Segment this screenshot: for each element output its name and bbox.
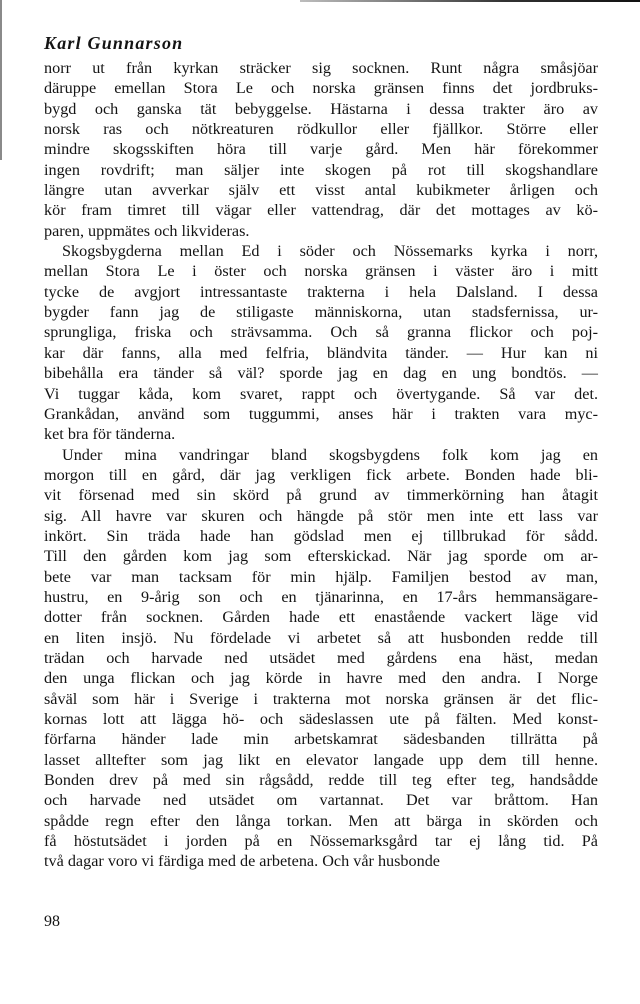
text-line: Skogsbygderna mellan Ed i söder och Nössemarks kyrka i norr, <box>62 242 598 261</box>
text-line: spådde regn efter den långa torkan. Men att bärga in skörden och <box>44 811 598 830</box>
text-line: ket bra för tänderna. <box>44 425 176 444</box>
text-line: Bonden drev på med sin rågsådd, redde till teg efter teg, handsådde <box>44 771 598 790</box>
text-line: kornas lott att lägga hö- och sädeslassen ute på fälten. Med konst- <box>44 710 598 728</box>
text-line: mindre skogsskiften höra till varje gård. Men här förekommer <box>44 140 598 159</box>
text-line: däruppe emellan Stora Le och norska gränsen finns det jordbruks- <box>44 79 598 98</box>
text-line: sig. All havre var skuren och hängde på stör men inte ett lass var <box>44 506 598 525</box>
text-line: Grankådan, använd som tuggummi, anses här i trakten vara myc- <box>44 404 598 423</box>
text-line: och harvade ned utsädet om vartannat. Det var bråttom. Han <box>44 791 598 810</box>
book-page <box>44 30 598 872</box>
text-line: bete var man tacksam för min hjälp. Familjen bestod av man, <box>44 567 598 586</box>
text-line: norsk ras och nötkreaturen rödkullor eller fjällkor. Större eller <box>44 120 598 139</box>
running-head: Karl Gunnarson <box>44 33 184 53</box>
page-number: 98 <box>44 913 60 930</box>
text-line: den unga flickan och jag körde in havre med den andra. I Norge <box>44 669 598 688</box>
text-line: Till den gården kom jag som efterskickad. När jag sporde om ar- <box>44 547 598 566</box>
text-line: norr ut från kyrkan sträcker sig socknen. Runt några småsjöar <box>44 59 598 77</box>
paragraph <box>44 445 598 872</box>
text-line: vit försenad med sin skörd på grund av timmerkörning han åtagit <box>44 486 598 505</box>
text-line: sprungliga, friska och strävsamma. Och så granna flickor och poj- <box>44 323 598 342</box>
paragraph <box>44 241 598 444</box>
text-line: ingen rovdrift; man säljer inte skogen på rot till skogshandlare <box>44 160 598 179</box>
text-line: bygder fann jag de stiligaste människorna, utan stadsfernissa, ur- <box>44 303 598 322</box>
text-line: tycke de avgjort intressantaste trakterna i hela Dalsland. I dessa <box>44 282 598 301</box>
paragraph <box>44 58 598 241</box>
text-line: dotter från socknen. Gården hade ett enastående vackert läge vid <box>44 608 598 627</box>
text-line: lasset alltefter som jag likt en elevator langade upp dem till henne. <box>44 750 598 769</box>
text-line: Vi tuggar kåda, kom svaret, rappt och övertygande. Så var det. <box>44 384 598 403</box>
scan-left-edge <box>0 0 2 160</box>
text-line: hustru, en 9-årig son och en tjänarinna, en 17-års hemmansägare- <box>44 587 598 606</box>
text-line: paren, uppmätes och likvideras. <box>44 221 250 240</box>
text-line: trädan och harvade ned utsädet med gårdens ena häst, medan <box>44 648 598 667</box>
text-line: bibehålla era tänder så väl? sporde jag en dag en ung bondtös. — <box>44 364 598 383</box>
text-line: Under mina vandringar bland skogsbygdens folk kom jag en <box>62 445 598 464</box>
scan-top-edge <box>300 0 640 2</box>
text-line: mellan Stora Le i öster och norska gränsen i väster äro i mitt <box>44 262 598 281</box>
text-line: morgon till en gård, där jag verkligen fick arbete. Bonden hade bli- <box>44 465 598 484</box>
text-line: inkört. Sin träda hade han gödslad men ej tillbrukad för sådd. <box>44 526 598 545</box>
text-line: såväl som här i Sverige i trakterna mot norska gränsen är det flic- <box>44 689 598 708</box>
text-line: bygd och ganska tät bebyggelse. Hästarna i dessa trakter äro av <box>44 99 598 118</box>
text-line: kör fram timret till vägar eller vattendrag, där det mottages av kö- <box>44 201 598 220</box>
body-text <box>44 58 598 872</box>
text-line: två dagar voro vi färdiga med de arbetena. Och vår husbonde <box>44 852 440 871</box>
text-line: förfarna händer lade min arbetskamrat sädesbanden tillrätta på <box>44 730 598 749</box>
text-line: kar där fanns, alla med felfria, bländvita tänder. — Hur kan ni <box>44 343 598 362</box>
text-line: få höstutsädet i jorden på en Nössemarksgård tar ej lång tid. På <box>44 832 598 851</box>
text-line: en liten insjö. Nu fördelade vi arbetet så att husbonden redde till <box>44 628 598 647</box>
text-line: längre utan avverkar själv ett visst antal kubikmeter årligen och <box>44 181 598 200</box>
